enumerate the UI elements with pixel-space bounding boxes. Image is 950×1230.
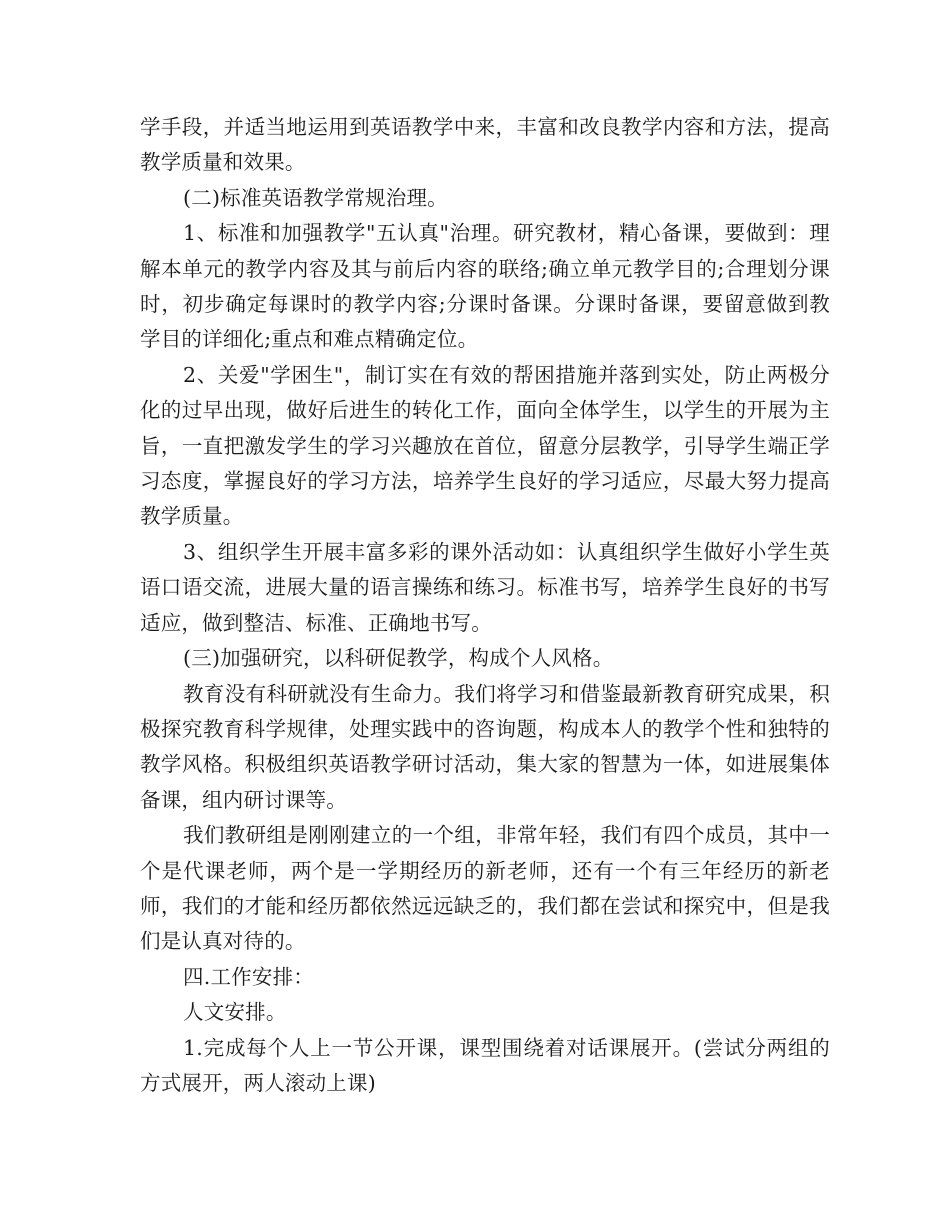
paragraph-item-3: 3、组织学生开展丰富多彩的课外活动如：认真组织学生做好小学生英语口语交流，进展大量的语言操练和练习。标准书写，培养学生良好的书写适应，做到整洁、标准、正确地书写。	[140, 539, 830, 635]
paragraph-team: 我们教研组是刚刚建立的一个组，非常年轻，我们有四个成员，其中一个是代课老师，两个是一学期经历的新老师，还有一个有三年经历的新老师，我们的才能和经历都依然远远缺乏的，我们都在尝试和探究中，但是我们是认真对待的。	[140, 823, 830, 954]
document-body	[140, 110, 830, 1101]
section-heading-4: 四.工作安排：	[183, 964, 314, 989]
subheading-schedule: 人文安排。	[183, 1000, 287, 1025]
paragraph-plan-1: 1.完成每个人上一节公开课，课型围绕着对话课展开。(尝试分两组的方式展开，两人滚动上课)	[140, 1035, 830, 1095]
section-heading-3: (三)加强研究，以科研促教学，构成个人风格。	[183, 646, 614, 671]
section-heading-2: (二)标准英语教学常规治理。	[183, 185, 448, 210]
paragraph-item-1: 1、标准和加强教学"五认真"治理。研究教材，精心备课，要做到：理解本单元的教学内容及其与前后内容的联络;确立单元教学目的;合理划分课时，初步确定每课时的教学内容;分课时备课。分课时备课，要留意做到教学目的详细化;重点和难点精确定位。	[140, 221, 830, 352]
paragraph-research: 教育没有科研就没有生命力。我们将学习和借鉴最新教育研究成果，积极探究教育科学规律，处理实践中的咨询题，构成本人的教学个性和独特的教学风格。积极组织英语教学研讨活动，集大家的智慧为一体，如进展集体备课，组内研讨课等。	[140, 681, 830, 812]
paragraph-continuation: 学手段，并适当地运用到英语教学中来，丰富和改良教学内容和方法，提高教学质量和效果。	[140, 115, 830, 175]
paragraph-item-2: 2、关爱"学困生"，制订实在有效的帮困措施并落到实处，防止两极分化的过早出现，做好后进生的转化工作，面向全体学生，以学生的开展为主旨，一直把激发学生的学习兴趣放在首位，留意分层教学，引导学生端正学习态度，掌握良好的学习方法，培养学生良好的学习适应，尽最大努力提高教学质量。	[140, 362, 830, 529]
